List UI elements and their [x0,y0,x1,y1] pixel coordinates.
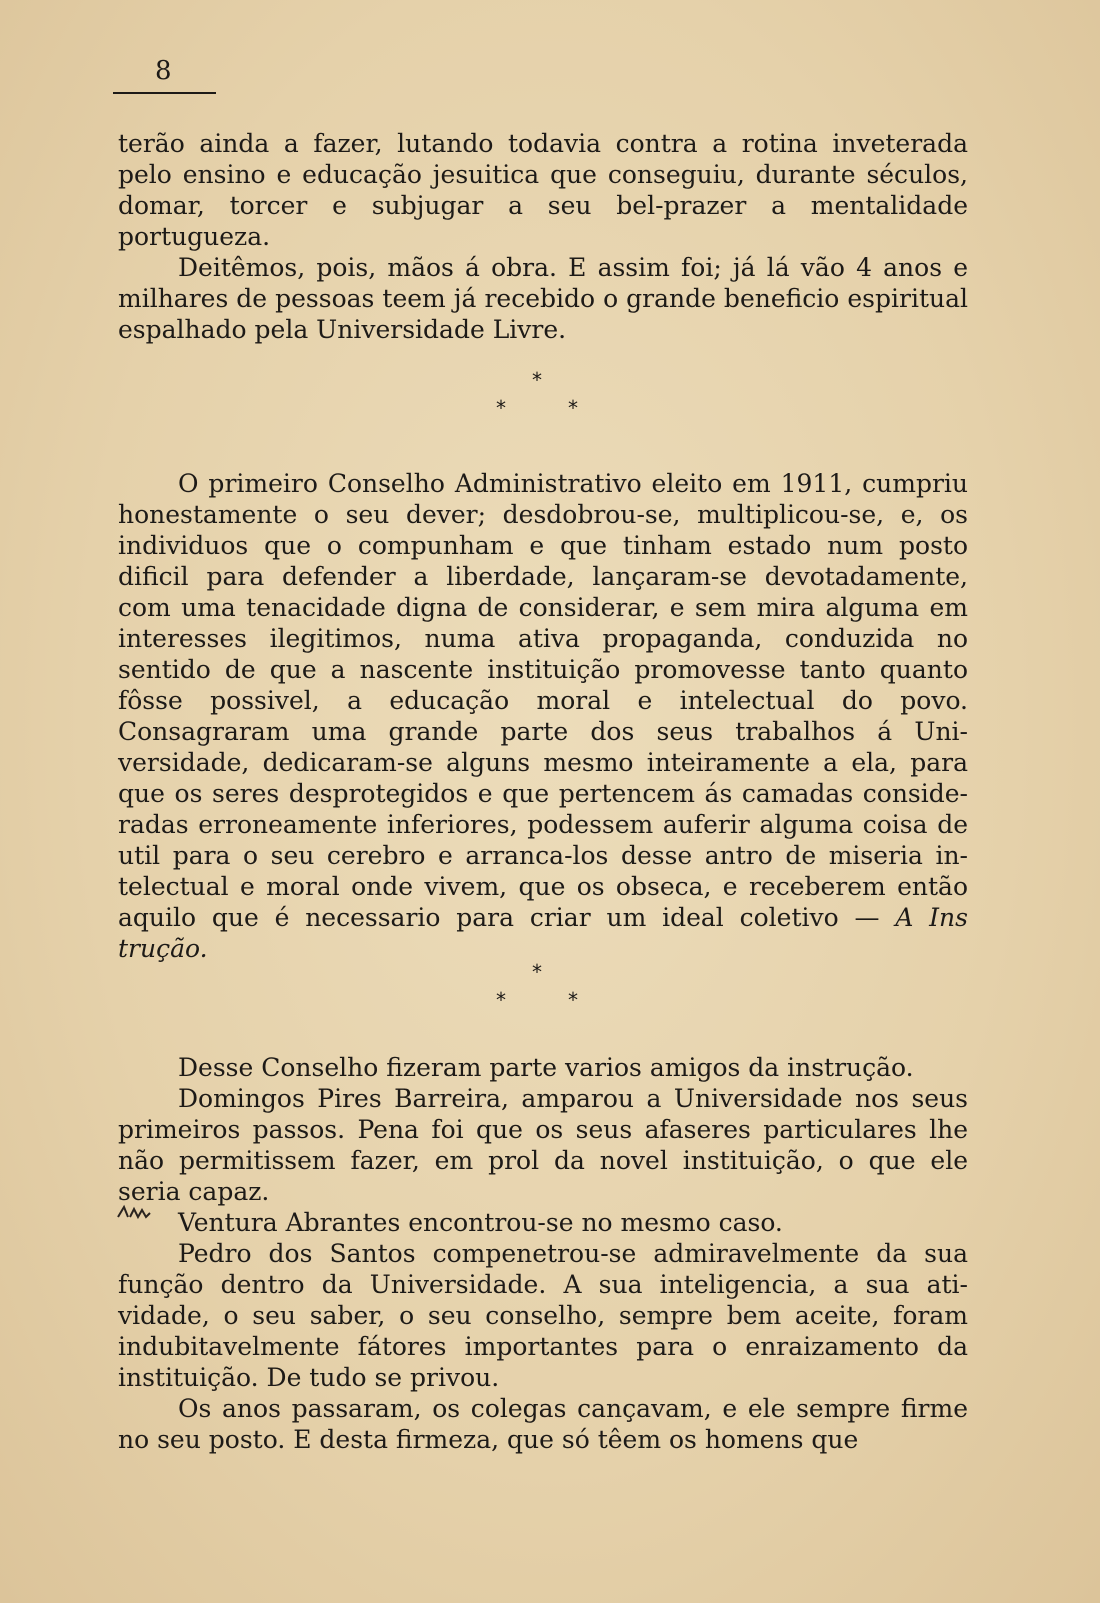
text-section-3 [118,1052,968,1455]
asterism-divider [468,370,608,430]
asterisk-mark: * [532,368,542,392]
paragraph: terão ainda a fazer, lutando todavia contra a rotina inveterada pelo ensino e educação jesuitica que conseguiu, durante séculos, domar, torcer e subjugar a seu bel-prazer a mentalidade portugueza. [118,129,968,251]
page-number-rule [113,92,216,94]
asterisk-mark: * [496,396,506,420]
paragraph: Desse Conselho fizeram parte varios amigos da instrução. [178,1053,914,1082]
asterisk-mark: * [532,960,542,984]
text-section-1 [118,128,968,345]
paragraph: Deitêmos, pois, mãos á obra. E assim foi; já lá vão 4 anos e milhares de pessoas teem já recebido o grande beneficio espiritual espalhado pela Universidade Livre. [118,253,968,344]
paragraph [118,468,968,964]
paragraph: Ventura Abrantes encontrou-se no mesmo caso. [178,1208,783,1237]
page-number: 8 [155,56,172,86]
asterisk-mark: * [568,988,578,1012]
paragraph: Os anos passaram, os colegas cançavam, e ele sempre firme no seu posto. E desta firmeza, que só têem os homens que [118,1394,968,1454]
paragraph-text: O primeiro Conselho Administrativo eleito em 1911, cumpriu honestamente o seu dever; desdobrou-se, multiplicou-se, e, os individuos que o compunham e que tinham estado num posto dificil para defender a liberdade, lançaram-se devotadamente, com uma tenacidade digna de considerar, e sem mira alguma em interesses ilegitimos, numa ativa propaganda, conduzida no sentido de que a nascente instituição promovesse tanto quanto fôsse possivel, a educação moral e intelectual do povo. Consagraram uma grande parte dos seus trabalhos á Universidade, dedicaram-se alguns mesmo inteiramente a ela, para que os seres desprotegidos e que pertencem ás camadas consideradas erroneamente inferiores, podessem auferir alguma coisa de util para o seu cerebro e arranca-los desse antro de miseria intelectual e moral onde vivem, que os obseca, e receberem então aquilo que é necessario para criar um ideal coletivo — [118,469,968,932]
italic-title: A Ins trução. [118,903,968,963]
asterisk-mark: * [496,988,506,1012]
asterisk-mark: * [568,396,578,420]
text-section-2 [118,468,968,964]
paragraph: Domingos Pires Barreira, amparou a Universidade nos seus primeiros passos. Pena foi que os seus afaseres particulares lhe não permitissem fazer, em prol da novel instituição, o que ele seria capaz. [118,1084,968,1206]
asterism-divider [468,962,608,1022]
paragraph: Pedro dos Santos compenetrou-se admiravelmente da sua função dentro da Universidade. A sua inteligencia, a sua atividade, o seu saber, o seu conselho, sempre bem aceite, foram indubitavelmente fátores importantes para o enraizamento da instituição. De tudo se privou. [118,1239,968,1392]
ink-mark-icon [116,1204,152,1220]
